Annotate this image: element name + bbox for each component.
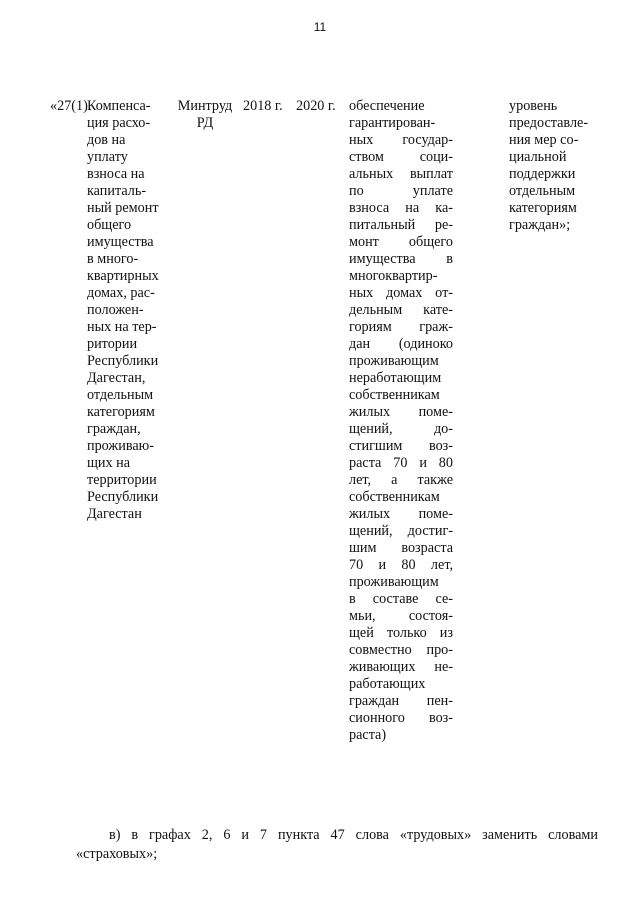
measure-name-line: дов на xyxy=(87,132,126,148)
measure-name-line: Дагестан, xyxy=(87,370,146,386)
expected-result-line: взноса на ка- xyxy=(349,200,453,216)
measure-name-line: домах, рас- xyxy=(87,285,155,301)
expected-result-line: работающих xyxy=(349,676,426,692)
expected-result-line: собственникам xyxy=(349,387,440,403)
measure-name-line: имущества xyxy=(87,234,154,250)
measure-name-line: капиталь- xyxy=(87,183,147,199)
expected-result-line: сионного воз- xyxy=(349,710,453,726)
expected-result-line: щей только из xyxy=(349,625,453,641)
measure-name-line: территории xyxy=(87,472,157,488)
measure-name-line: граждан, xyxy=(87,421,141,437)
page-number: 11 xyxy=(313,20,327,34)
expected-result-line: лет, а также xyxy=(349,472,453,488)
indicator-line: граждан»; xyxy=(509,217,571,233)
indicator-line: ния мер со- xyxy=(509,132,579,148)
indicator-line: предоставле- xyxy=(509,115,589,131)
expected-result-line: жилых поме- xyxy=(349,404,453,420)
measure-name-line: Дагестан xyxy=(87,506,142,522)
measure-name-line: категориям xyxy=(87,404,155,420)
measure-name-line: ция расхо- xyxy=(87,115,151,131)
expected-result-line: проживающим xyxy=(349,353,439,369)
expected-result-line: жилых поме- xyxy=(349,506,453,522)
indicator-line: уровень xyxy=(509,98,558,114)
expected-result-line: раста 70 и 80 xyxy=(349,455,453,471)
expected-result-line: питальный ре- xyxy=(349,217,453,233)
expected-result-line: гориям граж- xyxy=(349,319,453,335)
measure-name-line: положен- xyxy=(87,302,144,318)
expected-result-line: ством соци- xyxy=(349,149,453,165)
measure-name-line: Республики xyxy=(87,489,159,505)
expected-result-line: дельным кате- xyxy=(349,302,453,318)
expected-result-line: гарантирован- xyxy=(349,115,436,131)
measure-name-line: Республики xyxy=(87,353,159,369)
amendment-line-1: в) в графах 2, 6 и 7 пункта 47 слова «трудовых» заменить словами xyxy=(109,827,598,843)
expected-result-line: совместно про- xyxy=(349,642,453,658)
expected-result-line: в составе се- xyxy=(349,591,453,607)
measure-name-line: Компенса- xyxy=(87,98,151,114)
expected-result-line: обеспечение xyxy=(349,98,425,114)
executor-line: РД xyxy=(196,115,214,131)
indicator-cell xyxy=(509,98,596,234)
measure-name-line: в много- xyxy=(87,251,139,267)
expected-result-line: живающих не- xyxy=(349,659,453,675)
indicator-line: поддержки xyxy=(509,166,576,182)
measure-name-line: ный ремонт xyxy=(87,200,159,216)
measure-name-line: уплату xyxy=(87,149,128,165)
expected-result-line: щений, до- xyxy=(349,421,453,437)
expected-result-line: ных государ- xyxy=(349,132,453,148)
expected-result-line: щений, достиг- xyxy=(349,523,453,539)
start-year-cell: 2018 г. xyxy=(243,98,283,114)
expected-result-line: монт общего xyxy=(349,234,453,250)
measure-name-cell xyxy=(87,98,159,523)
measure-name-line: взноса на xyxy=(87,166,145,182)
measure-name-line: проживаю- xyxy=(87,438,154,454)
expected-result-line: собственникам xyxy=(349,489,440,505)
expected-result-line: альных выплат xyxy=(349,166,453,182)
end-year-cell: 2020 г. xyxy=(296,98,336,114)
expected-result-line: многоквартир- xyxy=(349,268,438,284)
measure-name-line: квартирных xyxy=(87,268,159,284)
indicator-line: категориям xyxy=(509,200,577,216)
expected-result-line: по уплате xyxy=(349,183,453,199)
expected-result-line: стигшим воз- xyxy=(349,438,453,454)
expected-result-line: неработающим xyxy=(349,370,442,386)
expected-result-line: раста) xyxy=(349,727,387,743)
executor-line: Минтруд xyxy=(177,98,233,114)
measure-name-line: ных на тер- xyxy=(87,319,157,335)
measure-name-line: ритории xyxy=(87,336,138,352)
expected-result-line: граждан пен- xyxy=(349,693,453,709)
expected-result-line: шим возраста xyxy=(349,540,453,556)
expected-result-line: имущества в xyxy=(349,251,453,267)
expected-result-line: проживающим xyxy=(349,574,439,590)
indicator-line: циальной xyxy=(509,149,567,165)
indicator-line: отдельным xyxy=(509,183,576,199)
amendment-line-2: «страховых»; xyxy=(76,846,158,862)
expected-result-line: мьи, состоя- xyxy=(349,608,453,624)
expected-result-line: дан (одиноко xyxy=(349,336,453,352)
expected-result-cell xyxy=(349,98,453,744)
amendment-paragraph xyxy=(76,826,598,864)
executor-cell xyxy=(172,98,238,132)
measure-name-line: общего xyxy=(87,217,132,233)
expected-result-line: ных домах от- xyxy=(349,285,453,301)
row-number: «27(1). xyxy=(50,98,92,114)
measure-name-line: отдельным xyxy=(87,387,154,403)
measure-name-line: щих на xyxy=(87,455,131,471)
expected-result-line: 70 и 80 лет, xyxy=(349,557,453,573)
